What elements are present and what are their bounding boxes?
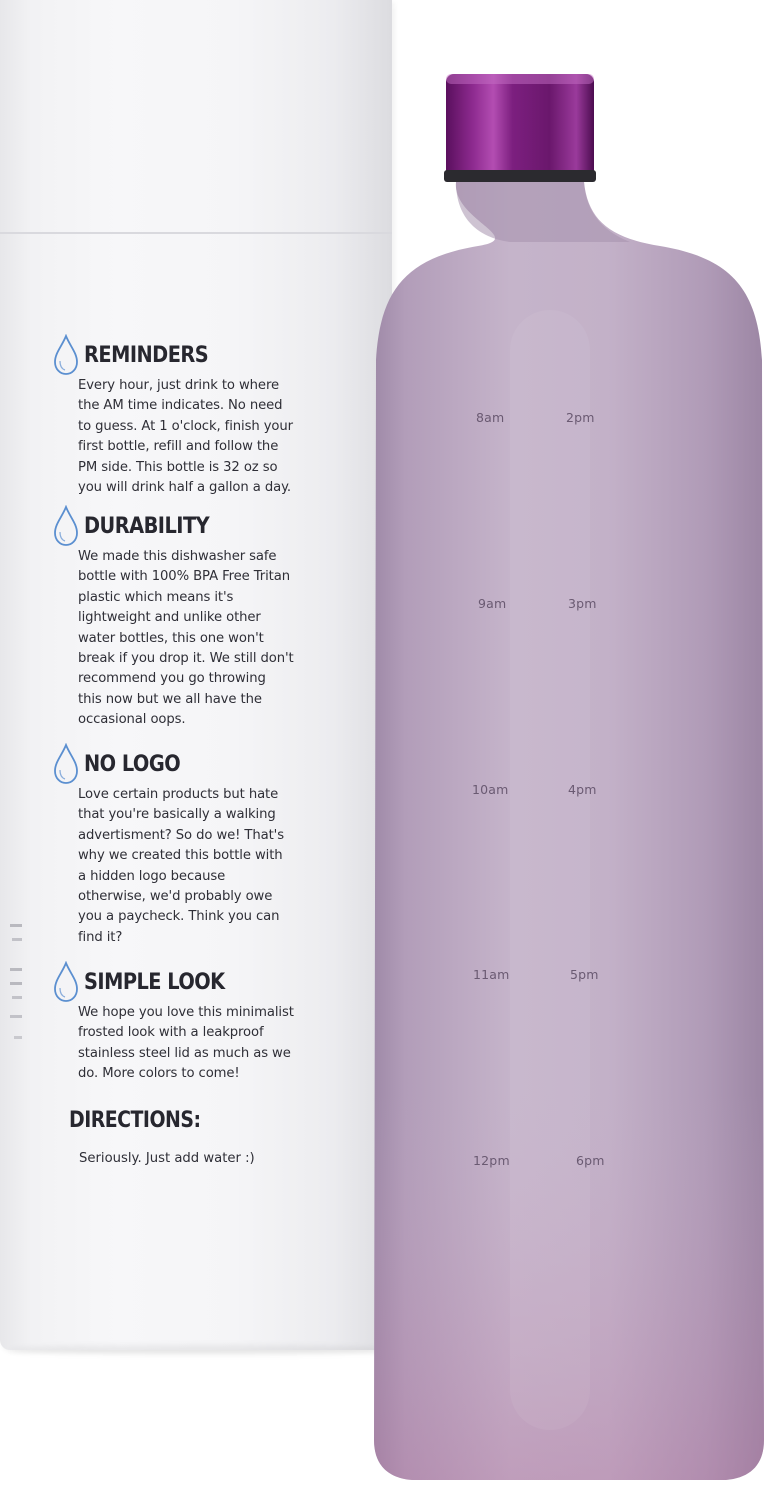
time-mark-am: 10am — [472, 782, 509, 797]
time-mark-pm: 5pm — [570, 967, 599, 982]
time-mark-pm: 4pm — [568, 782, 597, 797]
water-drop-icon — [52, 334, 80, 376]
section-body: We hope you love this minimalist frosted look with a leakproof stainless steel lid as much as we do. More colors to come! — [78, 1005, 294, 1082]
tube-shadow — [10, 1345, 390, 1355]
section-title: SIMPLE LOOK — [84, 969, 225, 995]
directions-body: Seriously. Just add water :) — [79, 1151, 255, 1166]
time-mark-pm: 2pm — [566, 410, 595, 425]
section-body: We made this dishwasher safe bottle with 100% BPA Free Tritan plastic which means it's lightweight and unlike other water bottles, this one won't break if you drop it. We still don't recommend you go throwing this now but we all have the occasional oops. — [78, 549, 294, 728]
section-header — [52, 334, 382, 376]
section-reminders — [52, 334, 382, 498]
section-title: NO LOGO — [84, 751, 181, 777]
time-mark-pm: 6pm — [576, 1153, 605, 1168]
water-bottle — [360, 70, 767, 1485]
section-header — [52, 961, 382, 1003]
cropped-edge-text — [6, 920, 24, 1050]
section-header — [52, 505, 382, 547]
section-title: DURABILITY — [84, 513, 210, 539]
time-mark-am: 11am — [473, 967, 510, 982]
section-body: Love certain products but hate that you're basically a walking advertisment? So do we! That's why we created this bottle with a hidden logo because otherwise, we'd probably owe you a paycheck. Think you can find it? — [78, 787, 284, 945]
section-no-logo — [52, 743, 382, 948]
bottle-lid — [444, 74, 596, 182]
section-title: REMINDERS — [84, 342, 209, 368]
water-drop-icon — [52, 961, 80, 1003]
time-mark-am: 9am — [478, 596, 507, 611]
water-drop-icon — [52, 743, 80, 785]
packaging-tube — [0, 0, 392, 1350]
water-drop-icon — [52, 505, 80, 547]
section-body: Every hour, just drink to where the AM time indicates. No need to guess. At 1 o'clock, finish your first bottle, refill and follow the PM side. This bottle is 32 oz so you will drink half a gallon a day. — [78, 378, 293, 496]
tube-lid-seam — [0, 232, 392, 234]
directions-title: DIRECTIONS: — [69, 1108, 201, 1133]
time-mark-am: 8am — [476, 410, 505, 425]
section-header — [52, 743, 382, 785]
time-mark-pm: 3pm — [568, 596, 597, 611]
section-simple-look — [52, 961, 382, 1085]
time-mark-am: 12pm — [473, 1153, 510, 1168]
section-durability — [52, 505, 382, 731]
